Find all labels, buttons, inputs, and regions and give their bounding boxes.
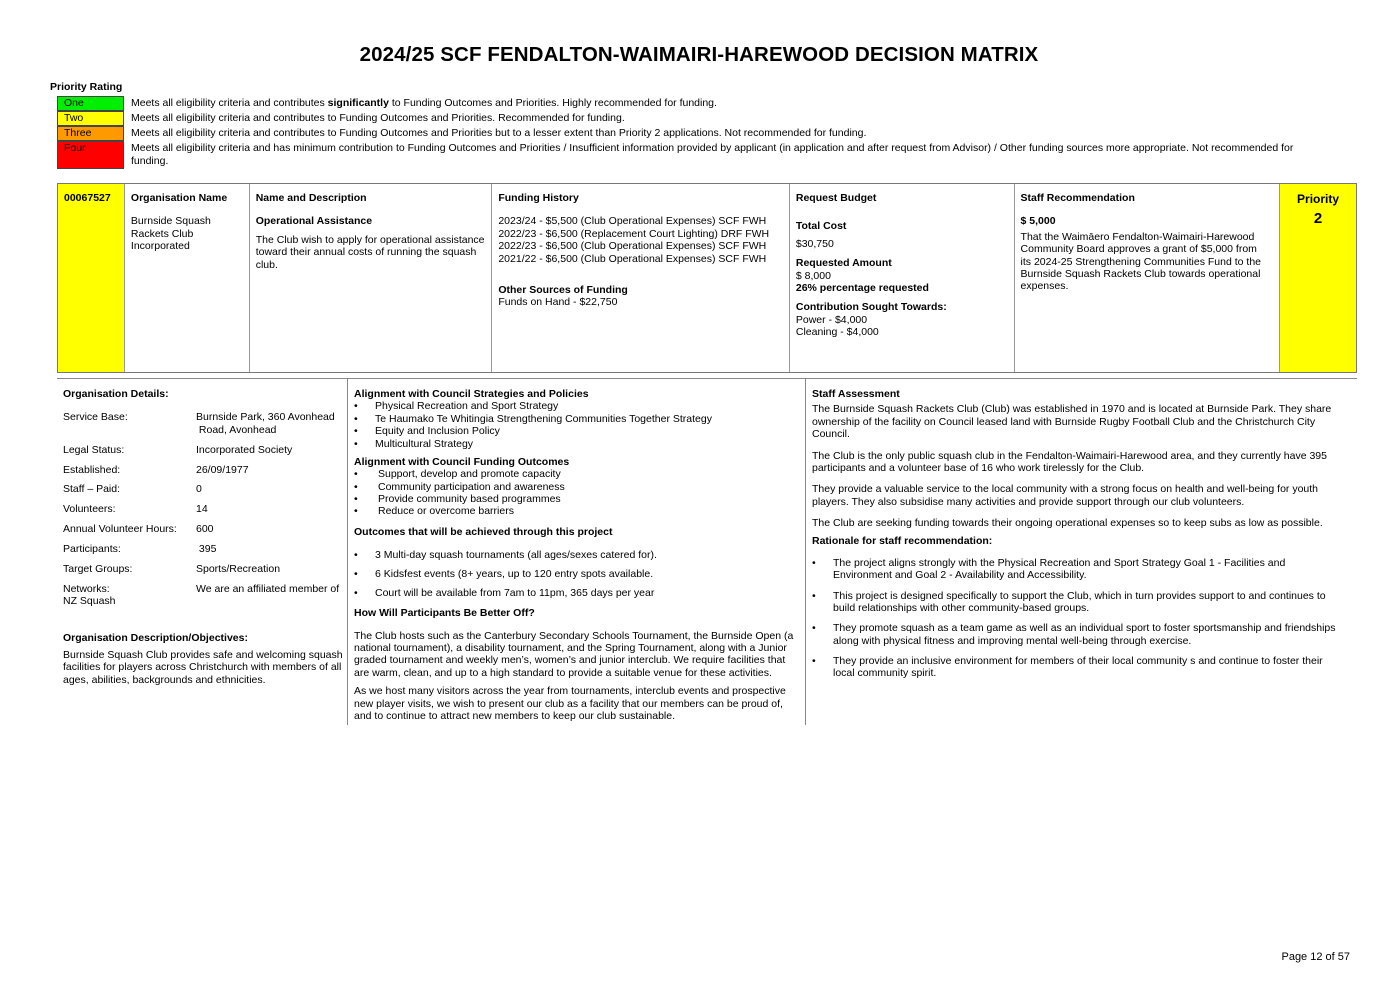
- list-item: • They provide an inclusive environment for members of their local community s and continue to foster their local community spirit.: [812, 655, 1347, 680]
- outcomes-list: [354, 468, 799, 518]
- list-item: • Equity and Inclusion Policy: [354, 425, 799, 437]
- outcomes-heading: Alignment with Council Funding Outcomes: [354, 455, 570, 468]
- priority-heading: Priority: [1297, 192, 1340, 206]
- priority-swatch-three: Three: [57, 126, 124, 141]
- detail-volunteers: Volunteers: 14: [63, 503, 208, 516]
- list-item: • 3 Multi-day squash tournaments (all ages/sexes catered for).: [354, 549, 799, 561]
- better-off-heading: How Will Participants Be Better Off?: [354, 607, 535, 620]
- list-item: • The project aligns strongly with the Physical Recreation and Sport Strategy Goal 1 - Facilities and Environment and Goal 2 - Availability and Accessibility.: [812, 557, 1347, 582]
- assessment-paragraph: The Burnside Squash Rackets Club (Club) was established in 1970 and is located at Burnside Park. They share ownership of the facility on Council leased land with Burnside Rugby Football Club and the Christchurch City Council.: [812, 403, 1332, 441]
- staff-recommendation-amount: $ 5,000: [1020, 215, 1056, 228]
- assessment-paragraph: The Club is the only public squash club in the Fendalton-Waimairi-Harewood area, and they currently have 395 participants and a volunteer base of 16 who work tirelessly for the Club.: [812, 449, 1327, 474]
- priority-row-one: [57, 96, 1304, 111]
- project-description: The Club wish to apply for operational assistance toward their annual costs of running the squash club.: [255, 233, 485, 271]
- page-number: Page 12 of 57: [1281, 951, 1350, 963]
- decision-matrix-row: [57, 183, 1357, 373]
- details-section: [57, 378, 1357, 724]
- staff-recommendation-heading: Staff Recommendation: [1020, 192, 1135, 204]
- org-name-cell: [125, 184, 250, 372]
- organisation-details-column: [57, 379, 348, 725]
- staff-recommendation-cell: [1015, 184, 1281, 372]
- project-outcomes-heading: Outcomes that will be achieved through this project: [354, 525, 613, 538]
- other-sources-value: Funds on Hand - $22,750: [498, 296, 618, 309]
- list-item: • 6 Kidsfest events (8+ years, up to 120 entry spots available.: [354, 568, 799, 580]
- alignment-column: [348, 379, 806, 725]
- requested-amount-label: Requested Amount: [795, 257, 892, 270]
- funding-history-item: 2021/22 - $6,500 (Club Operational Expenses) SCF FWH: [498, 252, 767, 265]
- contribution-item: Cleaning - $4,000: [795, 326, 879, 338]
- name-description-heading: Name and Description: [255, 192, 367, 204]
- strategies-list: [354, 400, 799, 450]
- organisation-details-heading: Organisation Details:: [63, 388, 169, 400]
- staff-recommendation-text: That the Waimāero Fendalton-Waimairi-Harewood Community Board approves a grant of $5,000 from its 2024-25 Strengthening Communities Fund to the Burnside Squash Rackets Club towards operational expenses.: [1020, 230, 1262, 293]
- better-off-paragraph: As we host many visitors across the year from tournaments, interclub events and prospective new player visits, we wish to present our club as a facility that our members can be proud of, and to continue to attract new members to keep our club sustainable.: [354, 685, 786, 722]
- priority-desc-one: Meets all eligibility criteria and contributes significantly to Funding Outcomes and Priorities. Highly recommended for funding.: [131, 97, 717, 109]
- project-name: Operational Assistance: [255, 215, 373, 228]
- list-item: • Community participation and awareness: [354, 481, 799, 493]
- funding-history-item: 2022/23 - $6,500 (Replacement Court Lighting) DRF FWH: [498, 227, 770, 240]
- rationale-list: [812, 557, 1347, 680]
- org-name-heading: Organisation Name: [130, 192, 228, 204]
- list-item: • Reduce or overcome barriers: [354, 505, 799, 517]
- assessment-paragraph: The Club are seeking funding towards their ongoing operational expenses so to keep subs as low as possible.: [812, 517, 1323, 529]
- list-item: • Te Haumako Te Whitingia Strengthening Communities Together Strategy: [354, 413, 799, 425]
- priority-rating-heading: Priority Rating: [50, 81, 123, 93]
- priority-value: 2: [1313, 210, 1323, 228]
- rationale-heading: Rationale for staff recommendation:: [812, 535, 993, 548]
- detail-participants: Participants: 395: [63, 543, 217, 555]
- strategies-heading: Alignment with Council Strategies and Policies: [354, 388, 589, 400]
- priority-row-three: [57, 126, 1304, 141]
- detail-volunteer-hours: Annual Volunteer Hours: 600: [63, 523, 214, 536]
- organisation-description-text: Burnside Squash Club provides safe and welcoming squash facilities for players across Christchurch with members of all ages, abilities, backgrounds and ethnicities.: [63, 648, 343, 686]
- priority-swatch-one: One: [57, 96, 124, 111]
- priority-desc-three: Meets all eligibility criteria and contributes to Funding Outcomes and Priorities but to a lesser extent than Priority 2 applications. Not recommended for funding.: [131, 127, 867, 139]
- page-title: 2024/25 SCF FENDALTON-WAIMAIRI-HAREWOOD DECISION MATRIX: [359, 43, 1039, 66]
- priority-row-two: [57, 111, 1304, 126]
- detail-legal-status: Legal Status: Incorporated Society: [63, 443, 293, 456]
- other-sources-heading: Other Sources of Funding: [498, 283, 628, 296]
- contribution-heading: Contribution Sought Towards:: [795, 301, 947, 314]
- detail-networks-continued: NZ Squash: [63, 595, 116, 608]
- detail-established: Established: 26/09/1977: [63, 463, 249, 476]
- org-name-line: Incorporated: [130, 240, 190, 253]
- staff-assessment-column: [806, 379, 1357, 725]
- priority-desc-four: Meets all eligibility criteria and has minimum contribution to Funding Outcomes and Priorities / Insufficient information provided by applicant (in application and after request from Advisor) / Other funding sources more appropriate. Not recommended for funding.: [131, 142, 1294, 167]
- request-budget-heading: Request Budget: [795, 192, 877, 204]
- list-item: • They promote squash as a team game as well as an individual sport to foster sportsmanship and friendships along with physical fitness and improving mental well-being through exercise.: [812, 622, 1347, 647]
- detail-target-groups: Target Groups: Sports/Recreation: [63, 562, 281, 575]
- list-item: • Physical Recreation and Sport Strategy: [354, 400, 799, 412]
- project-outcomes-list: [354, 549, 799, 599]
- funding-history-cell: [492, 184, 790, 372]
- detail-networks: Networks: We are an affiliated member of: [63, 582, 340, 595]
- priority-desc-two: Meets all eligibility criteria and contributes to Funding Outcomes and Priorities. Recommended for funding.: [131, 112, 625, 124]
- list-item: • This project is designed specifically to support the Club, which in turn provides support to and continues to build relationships with other community-based groups.: [812, 590, 1347, 615]
- request-budget-cell: [790, 184, 1015, 372]
- priority-row-four: [57, 141, 1304, 169]
- list-item: • Court will be available from 7am to 11pm, 365 days per year: [354, 587, 799, 599]
- detail-staff-paid: Staff – Paid: 0: [63, 483, 202, 496]
- priority-swatch-four: Four: [57, 141, 124, 169]
- priority-swatch-two: Two: [57, 111, 124, 126]
- application-id: 00067527: [64, 192, 111, 204]
- percentage-requested: 26% percentage requested: [795, 281, 929, 294]
- total-cost-value: $30,750: [795, 237, 834, 250]
- name-description-cell: [250, 184, 493, 372]
- funding-history-heading: Funding History: [498, 192, 579, 204]
- application-id-cell: [58, 184, 125, 372]
- org-name-line: Burnside Squash: [130, 215, 211, 228]
- assessment-paragraph: They provide a valuable service to the local community with a strong focus on health and well-being for youth players. They also subsidise many activities and provide support through our club volunteers.: [812, 483, 1319, 508]
- staff-assessment-heading: Staff Assessment: [812, 388, 900, 400]
- org-name-line: Rackets Club: [130, 227, 194, 240]
- funding-history-item: 2022/23 - $6,500 (Club Operational Expenses) SCF FWH: [498, 240, 767, 253]
- priority-cell: [1280, 184, 1356, 372]
- detail-service-base: Service Base: Burnside Park, 360 Avonhead Road, Avonhead: [63, 411, 335, 436]
- requested-amount-value: $ 8,000: [795, 269, 831, 282]
- funding-history-item: 2023/24 - $5,500 (Club Operational Expenses) SCF FWH: [498, 215, 767, 228]
- list-item: • Multicultural Strategy: [354, 438, 799, 450]
- list-item: • Support, develop and promote capacity: [354, 468, 799, 480]
- contribution-item: Power - $4,000: [795, 313, 868, 326]
- better-off-paragraph: The Club hosts such as the Canterbury Secondary Schools Tournament, the Burnside Open (a national tournament), a disability tournament, and the Spring Tournament, along with a Junior graded tournament and weekly men’s, women’s and junior interclub. We require facilities that are warm, clean, and up to a high standard to provide a suitable venue for these activities.: [354, 629, 794, 679]
- organisation-description-heading: Organisation Description/Objectives:: [63, 631, 248, 644]
- total-cost-label: Total Cost: [795, 220, 847, 233]
- list-item: • Provide community based programmes: [354, 493, 799, 505]
- priority-rating-legend: [57, 96, 1304, 169]
